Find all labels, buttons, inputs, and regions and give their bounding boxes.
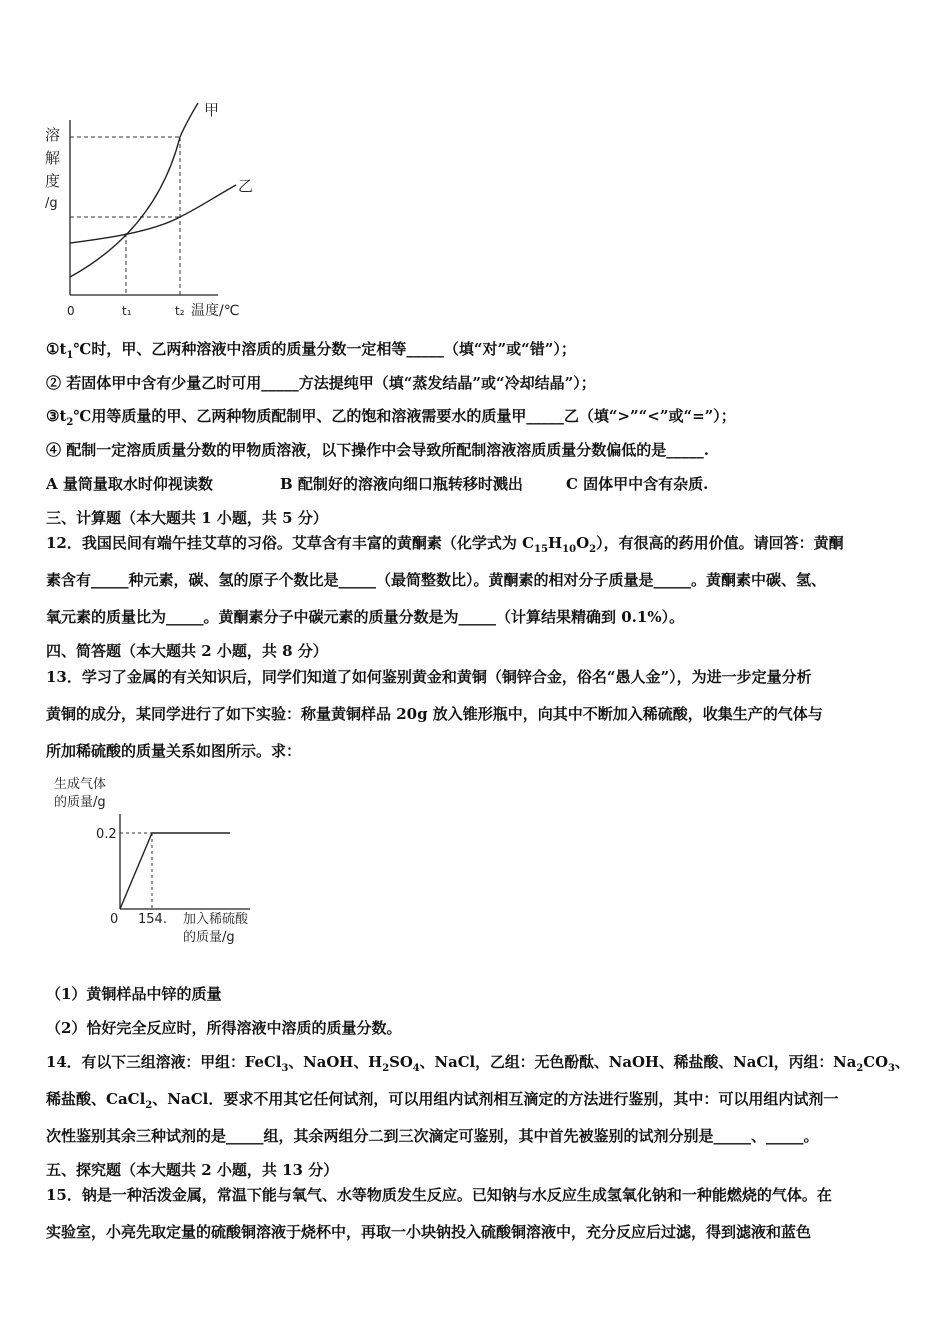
section-4-heading: 四、简答题（本大题共 2 小题，共 8 分） bbox=[46, 642, 328, 660]
q13-line-1: 13．学习了金属的有关知识后，同学们知道了如何鉴别黄金和黄铜（铜锌合金，俗名“愚人金”），为进一步定量分析 bbox=[46, 668, 812, 686]
q14-line-1: 14．有以下三组溶液：甲组：FeCl$_3$、NaOH、$H_2SO_4$、NaCl，乙组：无色酚酞、NaOH、稀盐酸、NaCl，丙组：$Na_2CO_3$、 bbox=[46, 1053, 910, 1074]
solubility-chart bbox=[40, 95, 270, 327]
q13-part-1: （1）黄铜样品中锌的质量 bbox=[46, 985, 222, 1003]
y-label-1: 溶 bbox=[45, 126, 61, 144]
gas-series-line bbox=[120, 833, 230, 909]
q11-option-b: B 配制好的溶液向细口瓶转移时溅出 bbox=[280, 475, 523, 493]
section-3-heading: 三、计算题（本大题共 1 小题，共 5 分） bbox=[46, 509, 328, 527]
q11-s2: ② 若固体甲中含有少量乙时可用_____方法提纯甲（填“蒸发结晶”或“冷却结晶”）； bbox=[46, 374, 596, 392]
q11-option-c: C 固体甲中含有杂质. bbox=[566, 475, 709, 493]
q12-line-1: 12．我国民间有端午挂艾草的习俗。艾草含有丰富的黄酮素（化学式为 $C_{15}H_{10}O_2$），有很高的药用价值。请回答：黄酮 bbox=[46, 534, 844, 555]
y-label-4: /g bbox=[45, 196, 58, 211]
gas-mass-chart bbox=[50, 772, 270, 952]
series-jia-curve bbox=[70, 103, 198, 277]
series-jia-label: 甲 bbox=[204, 101, 220, 119]
series-yi-label: 乙 bbox=[238, 177, 254, 195]
q14-line-2: 稀盐酸、CaCl$_2$、NaCl．要求不用其它任何试剂，可以用组内试剂相互滴定的方法进行鉴别，其中：可以用组内试剂一 bbox=[46, 1090, 839, 1111]
y-label-3: 度 bbox=[45, 172, 61, 190]
y-label-line-1: 生成气体 bbox=[54, 777, 107, 792]
series-yi-curve bbox=[70, 185, 236, 243]
x-tick-154: 154. bbox=[138, 912, 167, 927]
x-tick-t2: t₂ bbox=[175, 304, 185, 318]
q11-s1: $①t_1℃$时，甲、乙两种溶液中溶质的质量分数一定相等_____（填“对”或“错”）； bbox=[46, 340, 576, 361]
x-tick-t1: t₁ bbox=[122, 304, 132, 318]
q11-s3: $③t_2℃$用等质量的甲、乙两种物质配制甲、乙的饱和溶液需要水的质量甲_____乙（填“>”“<”或“=”）； bbox=[46, 407, 736, 428]
q14-line-3: 次性鉴别其余三种试剂的是_____组，其余两组分二到三次滴定可鉴别，其中首先被鉴别的试剂分别是_____、_____。 bbox=[46, 1127, 819, 1145]
x-tick-0: 0 bbox=[67, 304, 75, 318]
q15-line-2: 实验室，小亮先取定量的硫酸铜溶液于烧杯中，再取一小块钠投入硫酸铜溶液中，充分反应后过滤，得到滤液和蓝色 bbox=[46, 1223, 812, 1241]
x-tick-0: 0 bbox=[110, 912, 119, 927]
q13-part-2: （2）恰好完全反应时，所得溶液中溶质的质量分数。 bbox=[46, 1019, 402, 1037]
q12-line-2: 素含有_____种元素，碳、氢的原子个数比是_____（最简整数比）。黄酮素的相对分子质量是_____。黄酮素中碳、氢、 bbox=[46, 571, 827, 589]
q13-line-3: 所加稀硫酸的质量关系如图所示。求： bbox=[46, 742, 302, 760]
q13-line-2: 黄铜的成分，某同学进行了如下实验：称量黄铜样品 20g 放入锥形瓶中，向其中不断加入稀硫酸，收集生产的气体与 bbox=[46, 705, 823, 723]
y-label-2: 解 bbox=[45, 149, 61, 167]
x-label: 温度/℃ bbox=[191, 303, 240, 319]
q12-line-3: 氧元素的质量比为_____。黄酮素分子中碳元素的质量分数是为_____（计算结果精确到 0.1%）。 bbox=[46, 608, 685, 626]
section-5-heading: 五、探究题（本大题共 2 小题，共 13 分） bbox=[46, 1161, 339, 1179]
x-label-line-1: 加入稀硫酸 bbox=[183, 912, 249, 927]
y-label-line-2: 的质量/g bbox=[54, 795, 106, 810]
x-label-line-2: 的质量/g bbox=[183, 930, 235, 945]
q11-option-a: A 量筒量取水时仰视读数 bbox=[46, 475, 213, 493]
q15-line-1: 15．钠是一种活泼金属，常温下能与氧气、水等物质发生反应。已知钠与水反应生成氢氧化钠和一种能燃烧的气体。在 bbox=[46, 1186, 832, 1204]
q11-s4: ④ 配制一定溶质质量分数的甲物质溶液，以下操作中会导致所配制溶液溶质质量分数偏低的是_____. bbox=[46, 441, 709, 459]
y-tick-0.2: 0.2 bbox=[96, 827, 117, 842]
